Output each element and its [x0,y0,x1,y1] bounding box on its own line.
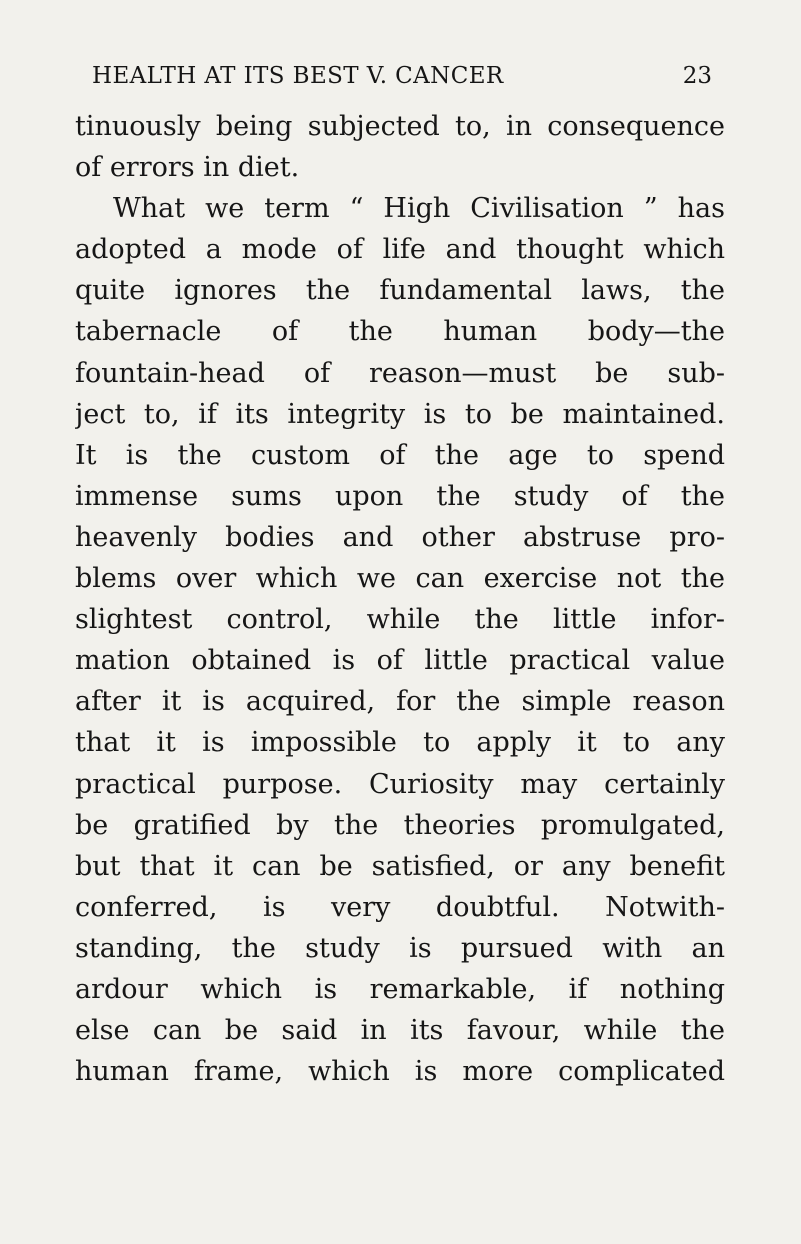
text-line: be gratified by the theories promulgated, [75,809,725,841]
text-line: ject to, if its integrity is to be maintained. [75,398,725,430]
running-head [92,60,712,92]
text-line: tabernacle of the human body—the [75,316,725,348]
text-line: practical purpose. Curiosity may certainly [75,768,725,800]
running-title: HEALTH AT ITS BEST V. CANCER [92,63,504,89]
text-line: of errors in diet. [75,152,300,184]
text-line: immense sums upon the study of the [75,480,725,512]
text-line: standing, the study is pursued with an [75,932,725,964]
text-line: slightest control, while the little infor- [75,604,725,636]
text-line: heavenly bodies and other abstruse pro- [75,521,725,553]
text-line: after it is acquired, for the simple reason [75,686,725,718]
text-line: else can be said in its favour, while the [75,1015,725,1047]
text-line: adopted a mode of life and thought which [75,234,725,266]
text-line: ardour which is remarkable, if nothing [75,973,725,1005]
text-line: mation obtained is of little practical value [75,645,725,677]
body-text [75,106,725,1092]
text-line: human frame, which is more complicated [75,1056,725,1088]
text-line: but that it can be satisfied, or any benefit [75,850,725,882]
text-line: tinuously being subjected to, in consequence [75,111,725,142]
text-line: It is the custom of the age to spend [75,439,725,471]
text-line: conferred, is very doubtful. Notwith- [75,891,725,923]
text-line: fountain-head of reason—must be sub- [75,357,725,389]
text-line: blems over which we can exercise not the [75,563,725,595]
text-line: What we term “ High Civilisation ” has [113,193,725,225]
text-line: quite ignores the fundamental laws, the [75,275,725,307]
text-line: that it is impossible to apply it to any [75,727,725,759]
page-number: 23 [682,63,712,89]
